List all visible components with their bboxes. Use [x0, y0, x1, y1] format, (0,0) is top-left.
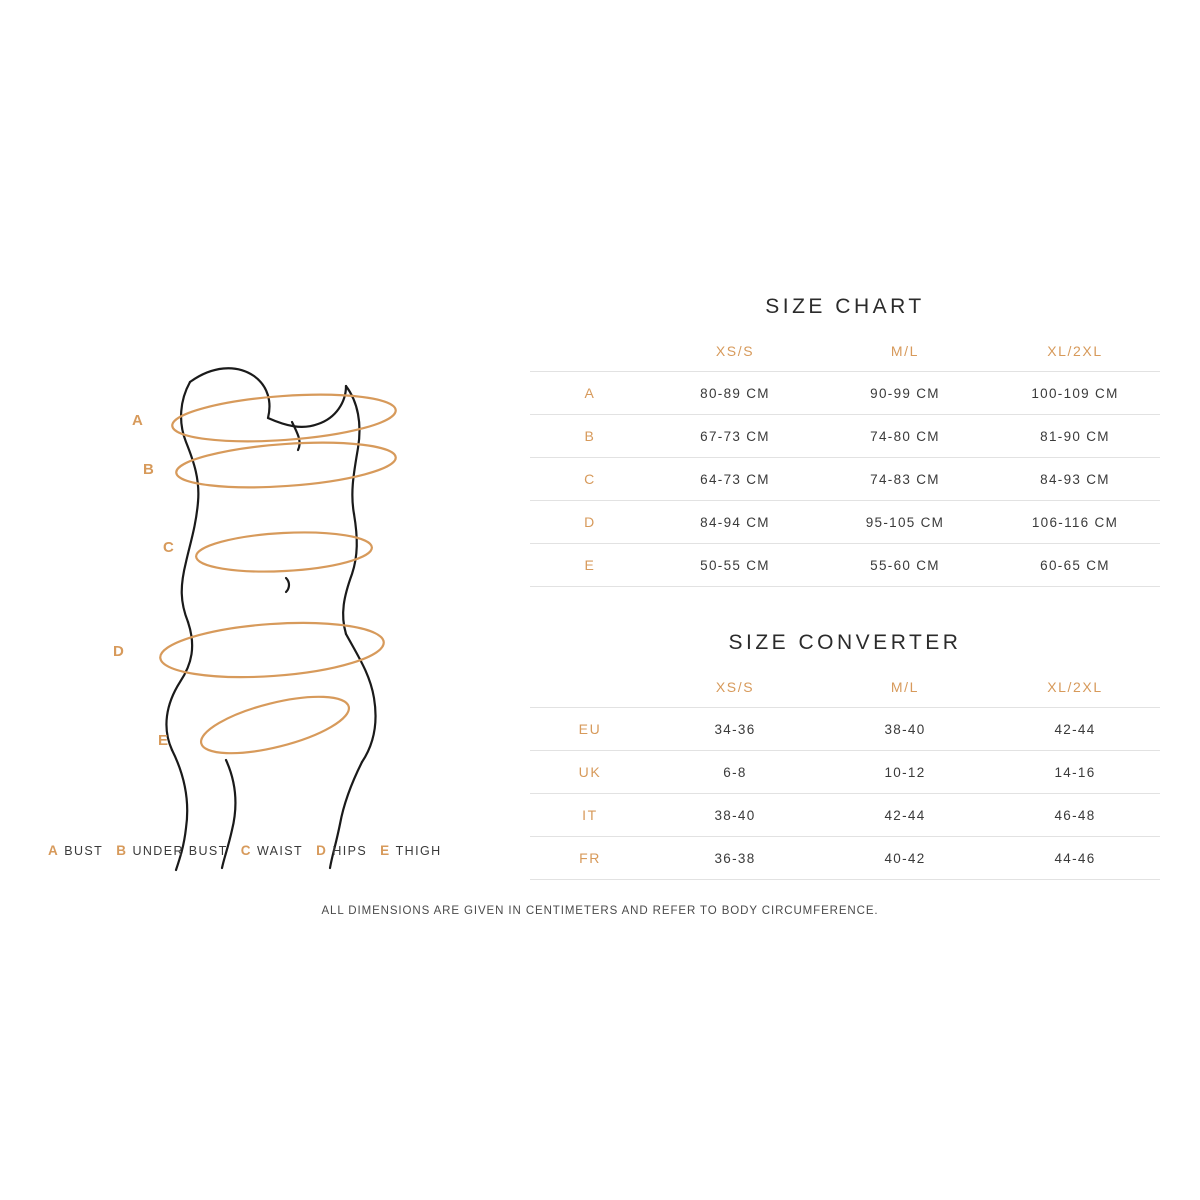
legend-item-hips [316, 843, 367, 858]
size-chart-c-xs-s: 64-73 CM [650, 458, 820, 501]
size-chart-col-xl-2xl: XL/2XL [1047, 343, 1103, 359]
legend-key-c: C [240, 843, 251, 858]
size-converter-row-key-eu: EU [530, 708, 650, 751]
size-chart-col-0 [530, 337, 650, 372]
size-converter-col-m-l: M/L [890, 679, 920, 695]
body-figure-svg [40, 330, 500, 890]
size-chart-a-m-l: 90-99 CM [820, 372, 990, 415]
size-chart-c-xl-2xl: 84-93 CM [990, 458, 1160, 501]
legend-label-e: THIGH [395, 844, 442, 858]
size-chart-e-xs-s: 50-55 CM [650, 544, 820, 587]
table-row [530, 794, 1160, 837]
legend-label-a: BUST [64, 844, 104, 858]
table-row [530, 751, 1160, 794]
size-converter-table [530, 673, 1160, 880]
size-converter-title: SIZE CONVERTER [728, 631, 962, 654]
body-figure-illustration [40, 330, 500, 890]
legend-label-c: WAIST [256, 844, 304, 858]
size-chart-title: SIZE CHART [765, 295, 925, 318]
size-chart-col-xs-s: XS/S [715, 343, 755, 359]
size-chart-col-m-l: M/L [890, 343, 920, 359]
size-converter-uk-xl-2xl: 14-16 [990, 751, 1160, 794]
size-converter-fr-xl-2xl: 44-46 [990, 837, 1160, 880]
legend-item-thigh [380, 843, 441, 858]
size-chart-row-key-a: A [530, 372, 650, 415]
table-header-row [530, 337, 1160, 372]
size-converter-section [530, 631, 1160, 880]
size-converter-eu-xl-2xl: 42-44 [990, 708, 1160, 751]
size-chart-row-key-c: C [530, 458, 650, 501]
legend-item-waist [241, 843, 303, 858]
size-converter-it-xs-s: 38-40 [650, 794, 820, 837]
size-chart-c-m-l: 74-83 CM [820, 458, 990, 501]
size-chart-b-xs-s: 67-73 CM [650, 415, 820, 458]
table-row [530, 415, 1160, 458]
size-chart-b-m-l: 74-80 CM [820, 415, 990, 458]
size-chart-e-xl-2xl: 60-65 CM [990, 544, 1160, 587]
figure-marker-e: E [158, 732, 170, 749]
figure-marker-a: A [132, 412, 144, 429]
size-tables [530, 295, 1160, 880]
legend [48, 843, 488, 858]
size-chart-d-xl-2xl: 106-116 CM [990, 501, 1160, 544]
figure-marker-c: C [163, 539, 175, 556]
size-chart-row-key-e: E [530, 544, 650, 587]
legend-key-b: B [116, 843, 127, 858]
size-chart-row-key-b: B [530, 415, 650, 458]
size-converter-row-key-uk: UK [530, 751, 650, 794]
figure-marker-d: D [113, 643, 125, 660]
table-row [530, 708, 1160, 751]
size-converter-col-xl-2xl: XL/2XL [1047, 679, 1103, 695]
size-chart-e-m-l: 55-60 CM [820, 544, 990, 587]
size-converter-uk-xs-s: 6-8 [650, 751, 820, 794]
size-chart-d-xs-s: 84-94 CM [650, 501, 820, 544]
legend-key-e: E [380, 843, 390, 858]
legend-item-under-bust [116, 843, 228, 858]
size-converter-col-0 [530, 673, 650, 708]
size-converter-col-xs-s: XS/S [715, 679, 755, 695]
table-header-row [530, 673, 1160, 708]
legend-key-d: D [316, 843, 327, 858]
legend-label-d: HIPS [332, 844, 368, 858]
size-converter-fr-m-l: 40-42 [820, 837, 990, 880]
size-converter-uk-m-l: 10-12 [820, 751, 990, 794]
size-chart-a-xl-2xl: 100-109 CM [990, 372, 1160, 415]
legend-item-bust [48, 843, 103, 858]
table-row [530, 372, 1160, 415]
size-converter-eu-xs-s: 34-36 [650, 708, 820, 751]
table-row [530, 458, 1160, 501]
table-row [530, 837, 1160, 880]
figure-marker-b: B [143, 461, 155, 478]
size-chart-a-xs-s: 80-89 CM [650, 372, 820, 415]
legend-label-b: UNDER BUST [132, 844, 228, 858]
size-chart-table [530, 337, 1160, 587]
legend-key-a: A [48, 843, 59, 858]
size-chart-b-xl-2xl: 81-90 CM [990, 415, 1160, 458]
table-row [530, 544, 1160, 587]
size-chart-d-m-l: 95-105 CM [820, 501, 990, 544]
table-row [530, 501, 1160, 544]
size-converter-it-xl-2xl: 46-48 [990, 794, 1160, 837]
footnote: ALL DIMENSIONS ARE GIVEN IN CENTIMETERS AND REFER TO BODY CIRCUMFERENCE. [321, 905, 879, 917]
size-converter-fr-xs-s: 36-38 [650, 837, 820, 880]
size-converter-it-m-l: 42-44 [820, 794, 990, 837]
size-converter-row-key-it: IT [530, 794, 650, 837]
size-chart-row-key-d: D [530, 501, 650, 544]
size-converter-row-key-fr: FR [530, 837, 650, 880]
size-converter-eu-m-l: 38-40 [820, 708, 990, 751]
